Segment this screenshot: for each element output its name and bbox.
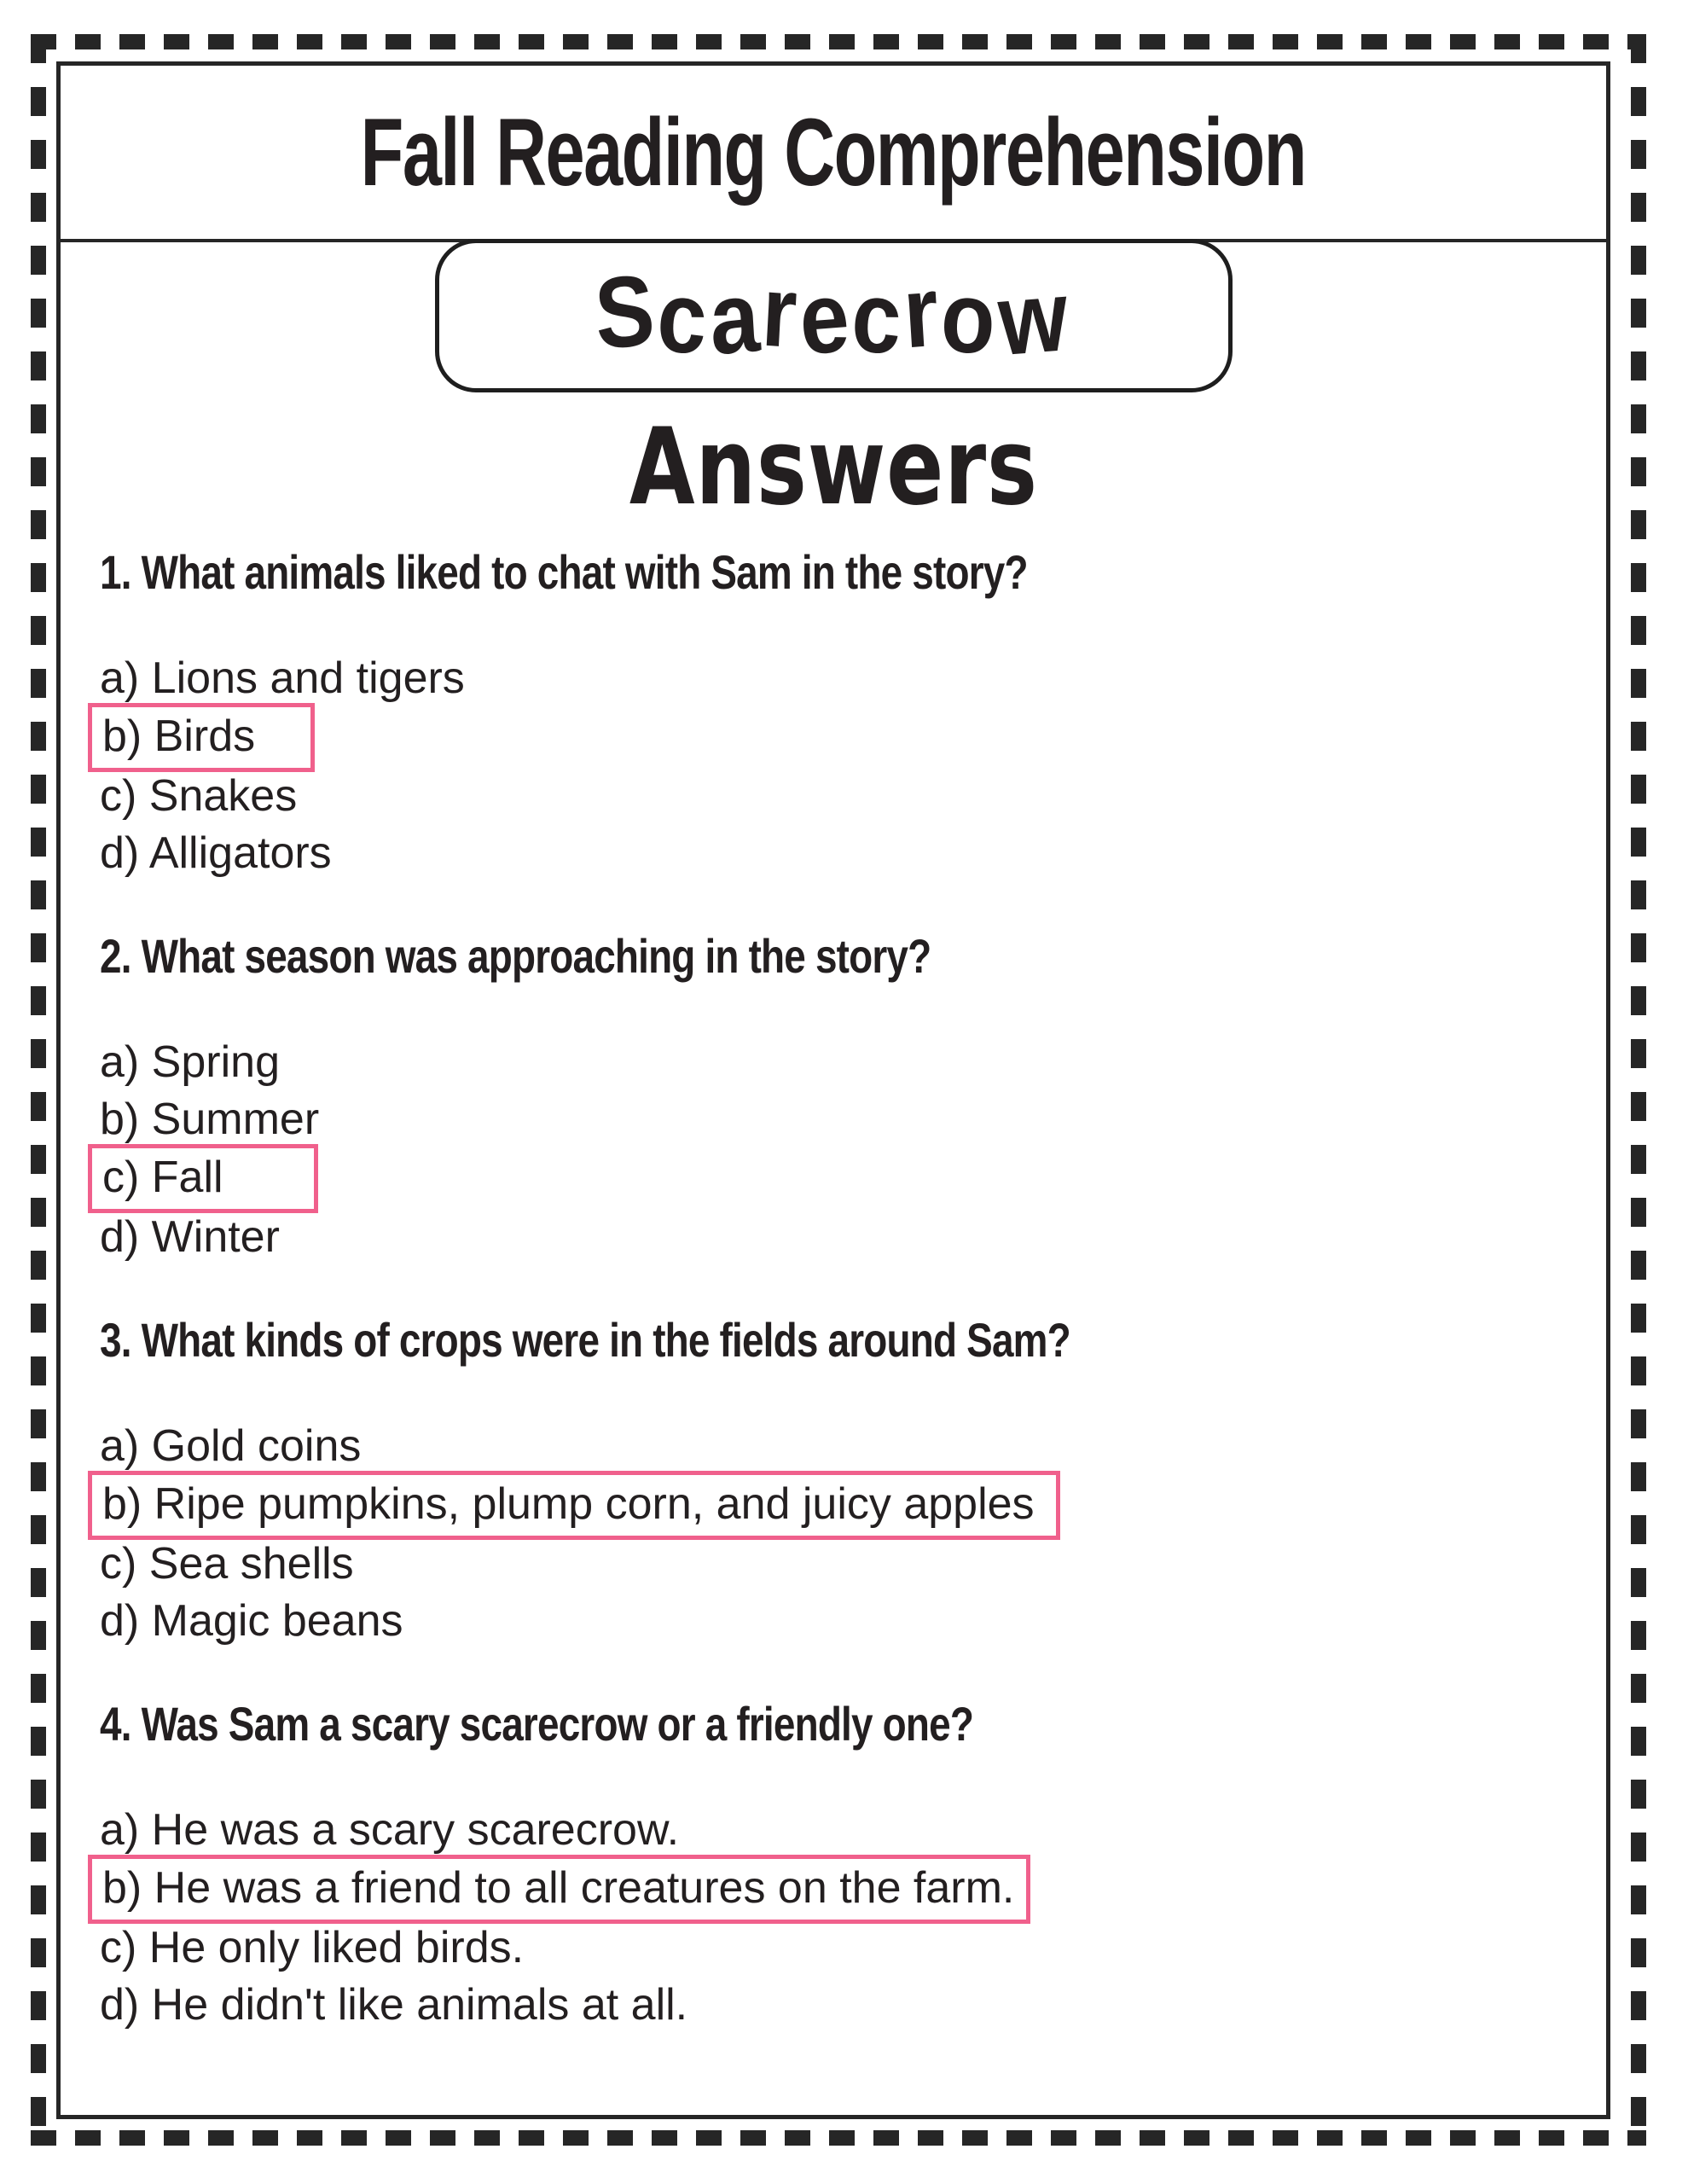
correct-answer-box: c) Fall (88, 1144, 318, 1213)
dashed-border-left (31, 34, 46, 2146)
answers-heading-wrap (61, 406, 1606, 529)
option-row (100, 1148, 1581, 1209)
dashed-border-bottom (31, 2130, 1646, 2146)
option-text: d) Winter (100, 1212, 280, 1262)
option-text: a) Lions and tigers (100, 653, 465, 703)
question-block (100, 1694, 1581, 2034)
story-title-box (435, 239, 1233, 392)
question-block (100, 543, 1581, 882)
option-row (100, 768, 1581, 825)
answers-heading: Answers (629, 406, 1038, 529)
option-row (100, 1920, 1581, 1977)
worksheet-frame (56, 61, 1610, 2119)
option-row (100, 650, 1581, 707)
title-section (61, 66, 1606, 242)
option-row (100, 1802, 1581, 1859)
option-row (100, 1209, 1581, 1266)
option-row (100, 707, 1581, 768)
option-row (100, 1418, 1581, 1475)
question-text: 2. What season was approaching in the story? (100, 929, 931, 983)
option-row (100, 1859, 1581, 1920)
correct-answer-box: b) Ripe pumpkins, plump corn, and juicy apples (88, 1471, 1060, 1540)
option-text: a) Gold coins (100, 1421, 362, 1471)
questions-list (61, 526, 1606, 2034)
option-text: d) Alligators (100, 828, 332, 878)
question-line (100, 1310, 1581, 1370)
option-text: b) Summer (100, 1095, 320, 1144)
option-row (100, 1475, 1581, 1536)
option-text: d) He didn't like animals at all. (100, 1980, 688, 2030)
dashed-border-top (31, 34, 1646, 49)
option-row (100, 1536, 1581, 1593)
worksheet-title: Fall Reading Comprehension (360, 99, 1307, 206)
correct-answer-box: b) He was a friend to all creatures on the farm. (88, 1855, 1030, 1924)
option-text: c) He only liked birds. (100, 1923, 525, 1972)
question-text: 3. What kinds of crops were in the fields around Sam? (100, 1313, 1070, 1367)
option-text: c) Sea shells (100, 1539, 354, 1589)
question-line (100, 1694, 1581, 1754)
question-block (100, 926, 1581, 1266)
option-row (100, 1977, 1581, 2034)
dashed-border-right (1631, 34, 1646, 2146)
story-title: Scarecrow (592, 253, 1075, 378)
option-text: d) Magic beans (100, 1596, 403, 1646)
question-line (100, 543, 1581, 602)
question-text: 1. What animals liked to chat with Sam in the story? (100, 545, 1028, 599)
option-text: a) He was a scary scarecrow. (100, 1805, 680, 1855)
question-text: 4. Was Sam a scary scarecrow or a friendly one? (100, 1697, 974, 1751)
option-row (100, 1593, 1581, 1650)
option-text: a) Spring (100, 1037, 280, 1087)
question-block (100, 1310, 1581, 1650)
option-row (100, 1034, 1581, 1091)
option-row (100, 825, 1581, 882)
option-text: c) Snakes (100, 771, 298, 821)
question-line (100, 926, 1581, 986)
correct-answer-box: b) Birds (88, 703, 315, 772)
option-row (100, 1091, 1581, 1148)
